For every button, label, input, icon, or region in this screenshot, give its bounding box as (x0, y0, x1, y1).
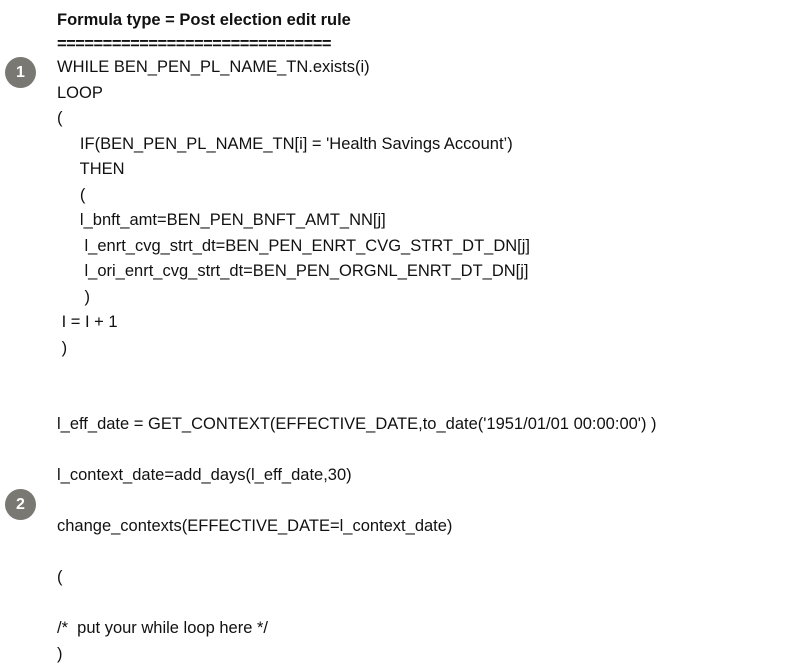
code-line: ) (57, 336, 757, 362)
formula-text-block (57, 8, 757, 667)
title-divider: ============================== (57, 33, 757, 55)
code-line: /* put your while loop here */ (57, 616, 757, 642)
code-line: IF(BEN_PEN_PL_NAME_TN[i] = 'Health Savings Account’) (57, 132, 757, 158)
code-line: ( (57, 183, 757, 209)
code-line: l_bnft_amt=BEN_PEN_BNFT_AMT_NN[j] (57, 208, 757, 234)
code-line-blank (57, 438, 757, 464)
code-line: LOOP (57, 81, 757, 107)
code-line-blank (57, 361, 757, 387)
code-line: ) (57, 642, 757, 667)
code-line: ( (57, 106, 757, 132)
code-line: ) (57, 285, 757, 311)
code-line-blank (57, 591, 757, 617)
code-line: l_eff_date = GET_CONTEXT(EFFECTIVE_DATE,to_date('1951/01/01 00:00:00') ) (57, 412, 757, 438)
code-line: WHILE BEN_PEN_PL_NAME_TN.exists(i) (57, 55, 757, 81)
step-badge-2: 2 (5, 489, 36, 520)
code-line-blank (57, 387, 757, 413)
code-line: ( (57, 565, 757, 591)
code-line: l_enrt_cvg_strt_dt=BEN_PEN_ENRT_CVG_STRT_DT_DN[j] (57, 234, 757, 260)
code-line: THEN (57, 157, 757, 183)
code-line: l_context_date=add_days(l_eff_date,30) (57, 463, 757, 489)
code-line: change_contexts(EFFECTIVE_DATE=l_context_date) (57, 514, 757, 540)
formula-title: Formula type = Post election edit rule (57, 8, 757, 33)
code-line-blank (57, 540, 757, 566)
code-line: l_ori_enrt_cvg_strt_dt=BEN_PEN_ORGNL_ENRT_DT_DN[j] (57, 259, 757, 285)
code-line: I = I + 1 (57, 310, 757, 336)
step-badge-1: 1 (5, 57, 36, 88)
code-line-blank (57, 489, 757, 515)
